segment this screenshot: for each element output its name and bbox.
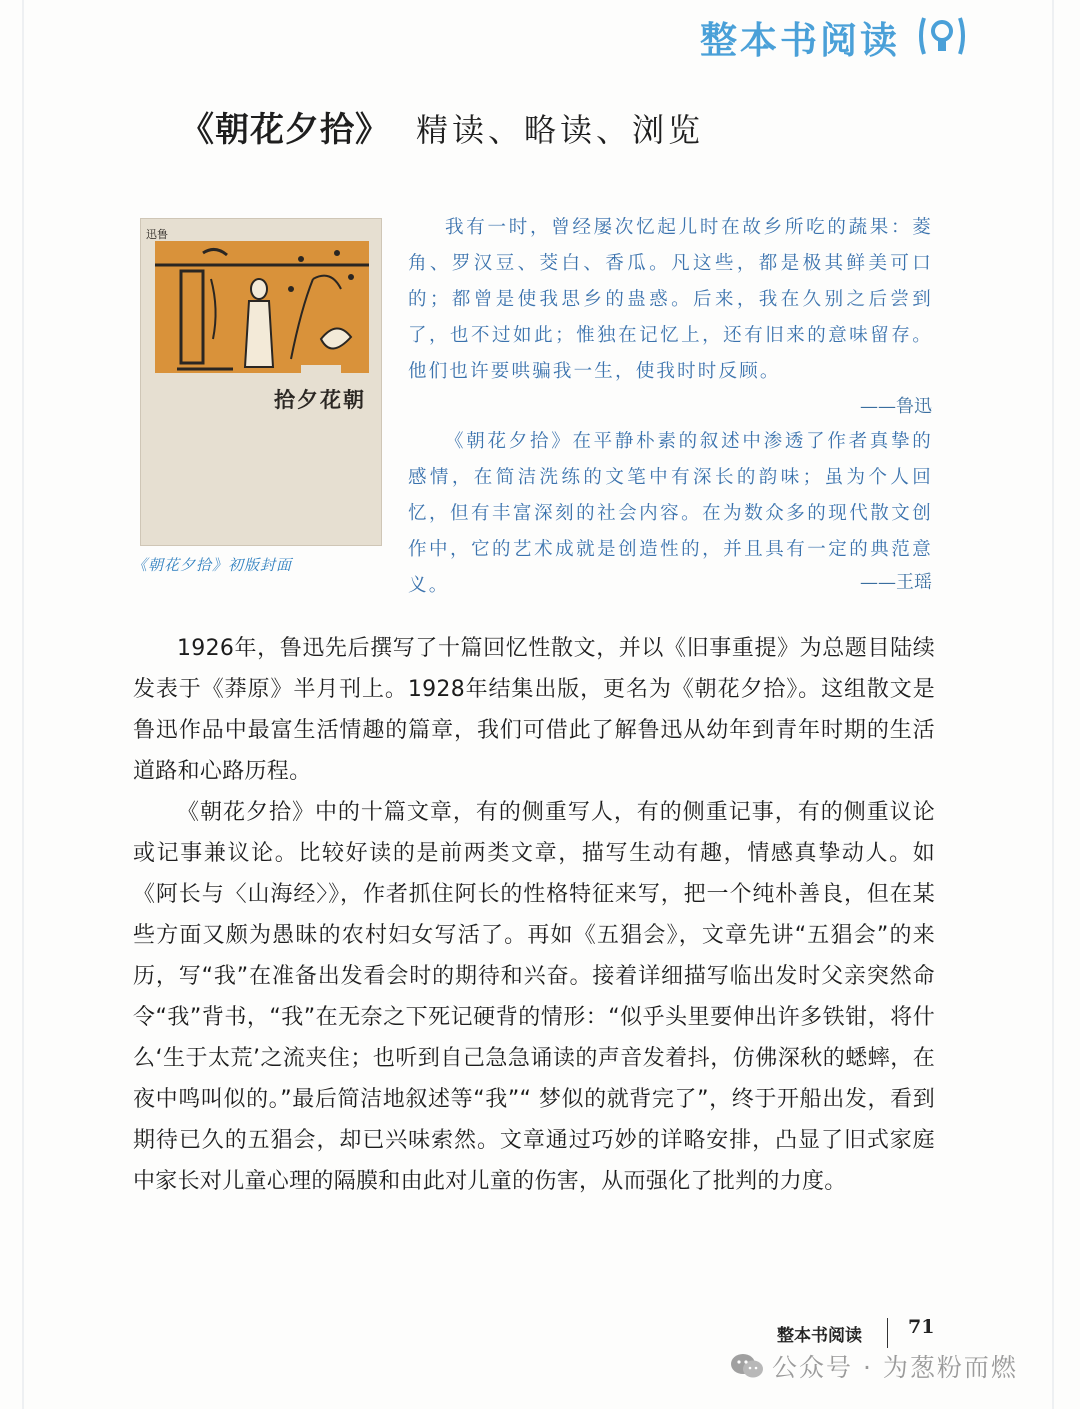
quote-attribution: ——王瑶 bbox=[860, 572, 932, 593]
watermark-text: 公众号 · 为葱粉而燃 bbox=[772, 1353, 1018, 1382]
book-cover-image bbox=[140, 218, 382, 546]
watermark bbox=[730, 1348, 1018, 1384]
section-header bbox=[700, 10, 900, 64]
book-title: 《朝花夕拾》 bbox=[180, 110, 390, 150]
footer-divider bbox=[887, 1318, 888, 1348]
wechat-icon bbox=[730, 1353, 764, 1379]
wangyao-quote bbox=[408, 424, 933, 604]
quote-text: 《朝花夕拾》在平静朴素的叙述中渗透了作者真挚的感情，在简洁洗练的文笔中有深长的韵味；虽为个人回忆，但有丰富深刻的社会内容。在为数众多的现代散文创作中，它的艺术成就是创造性的，并且具有一定的典范意义。 bbox=[408, 431, 933, 596]
cover-top-label: 迅鲁 bbox=[146, 228, 168, 241]
page-edge bbox=[1052, 0, 1054, 1409]
reading-methods: 精读、略读、浏览 bbox=[416, 111, 705, 149]
page-edge bbox=[22, 0, 24, 1409]
cover-caption: 《朝花夕拾》初版封面 bbox=[132, 556, 293, 574]
paragraph: 《朝花夕拾》中的十篇文章，有的侧重写人，有的侧重记事，有的侧重议论或记事兼议论。比较好读的是前两类文章，描写生动有趣，情感真挚动人。如《阿长与〈山海经〉》，作者抓住阿长的性格特征来写，把一个纯朴善良，但在某些方面又颇为愚昧的农村妇女写活了。再如《五猖会》，文章先讲“五猖会”的来历，写“我”在准备出发看会时的期待和兴奋。接着详细描写临出发时父亲突然命令“我”背书，“我”在无奈之下死记硬背的情形：“似乎头里要伸出许多铁钳，将什么‘生于太荒’之流夹住；也听到自己急急诵读的声音发着抖，仿佛深秋的蟋蟀，在夜中鸣叫似的。”最后简洁地叙述等“我”“ 梦似的就背完了”，终于开船出发，看到期待已久的五猖会，却已兴味索然。文章通过巧妙的详略安排，凸显了旧式家庭中家长对儿童心理的隔膜和由此对儿童的伤害，从而强化了批判的力度。 bbox=[133, 800, 935, 1194]
page-title bbox=[180, 102, 704, 151]
paragraph: 1926年，鲁迅先后撰写了十篇回忆性散文，并以《旧事重提》为总题目陆续发表于《莽原》半月刊上。1928年结集出版，更名为《朝花夕拾》。这组散文是鲁迅作品中最富生活情趣的篇章，我们可借此了解鲁迅从幼年到青年时期的生活道路和心路历程。 bbox=[133, 636, 935, 784]
footer-section-label: 整本书阅读 bbox=[777, 1326, 862, 1346]
quote-attribution: ——鲁迅 bbox=[860, 396, 932, 417]
body-text bbox=[133, 628, 935, 1202]
page-number: 71 bbox=[908, 1316, 935, 1338]
section-title: 整本书阅读 bbox=[700, 19, 900, 62]
quote-text: 我有一时，曾经屡次忆起儿时在故乡所吃的蔬果：菱角、罗汉豆、茭白、香瓜。凡这些，都是极其鲜美可口的；都曾是使我思乡的蛊惑。后来，我在久别之后尝到了，也不过如此；惟独在记忆上，还有旧来的意味留存。他们也许要哄骗我一生，使我时时反顾。 bbox=[408, 217, 933, 382]
luxun-quote bbox=[408, 210, 933, 390]
cover-title-text: 拾夕花朝 bbox=[274, 387, 366, 412]
lightbulb-icon bbox=[916, 14, 968, 58]
